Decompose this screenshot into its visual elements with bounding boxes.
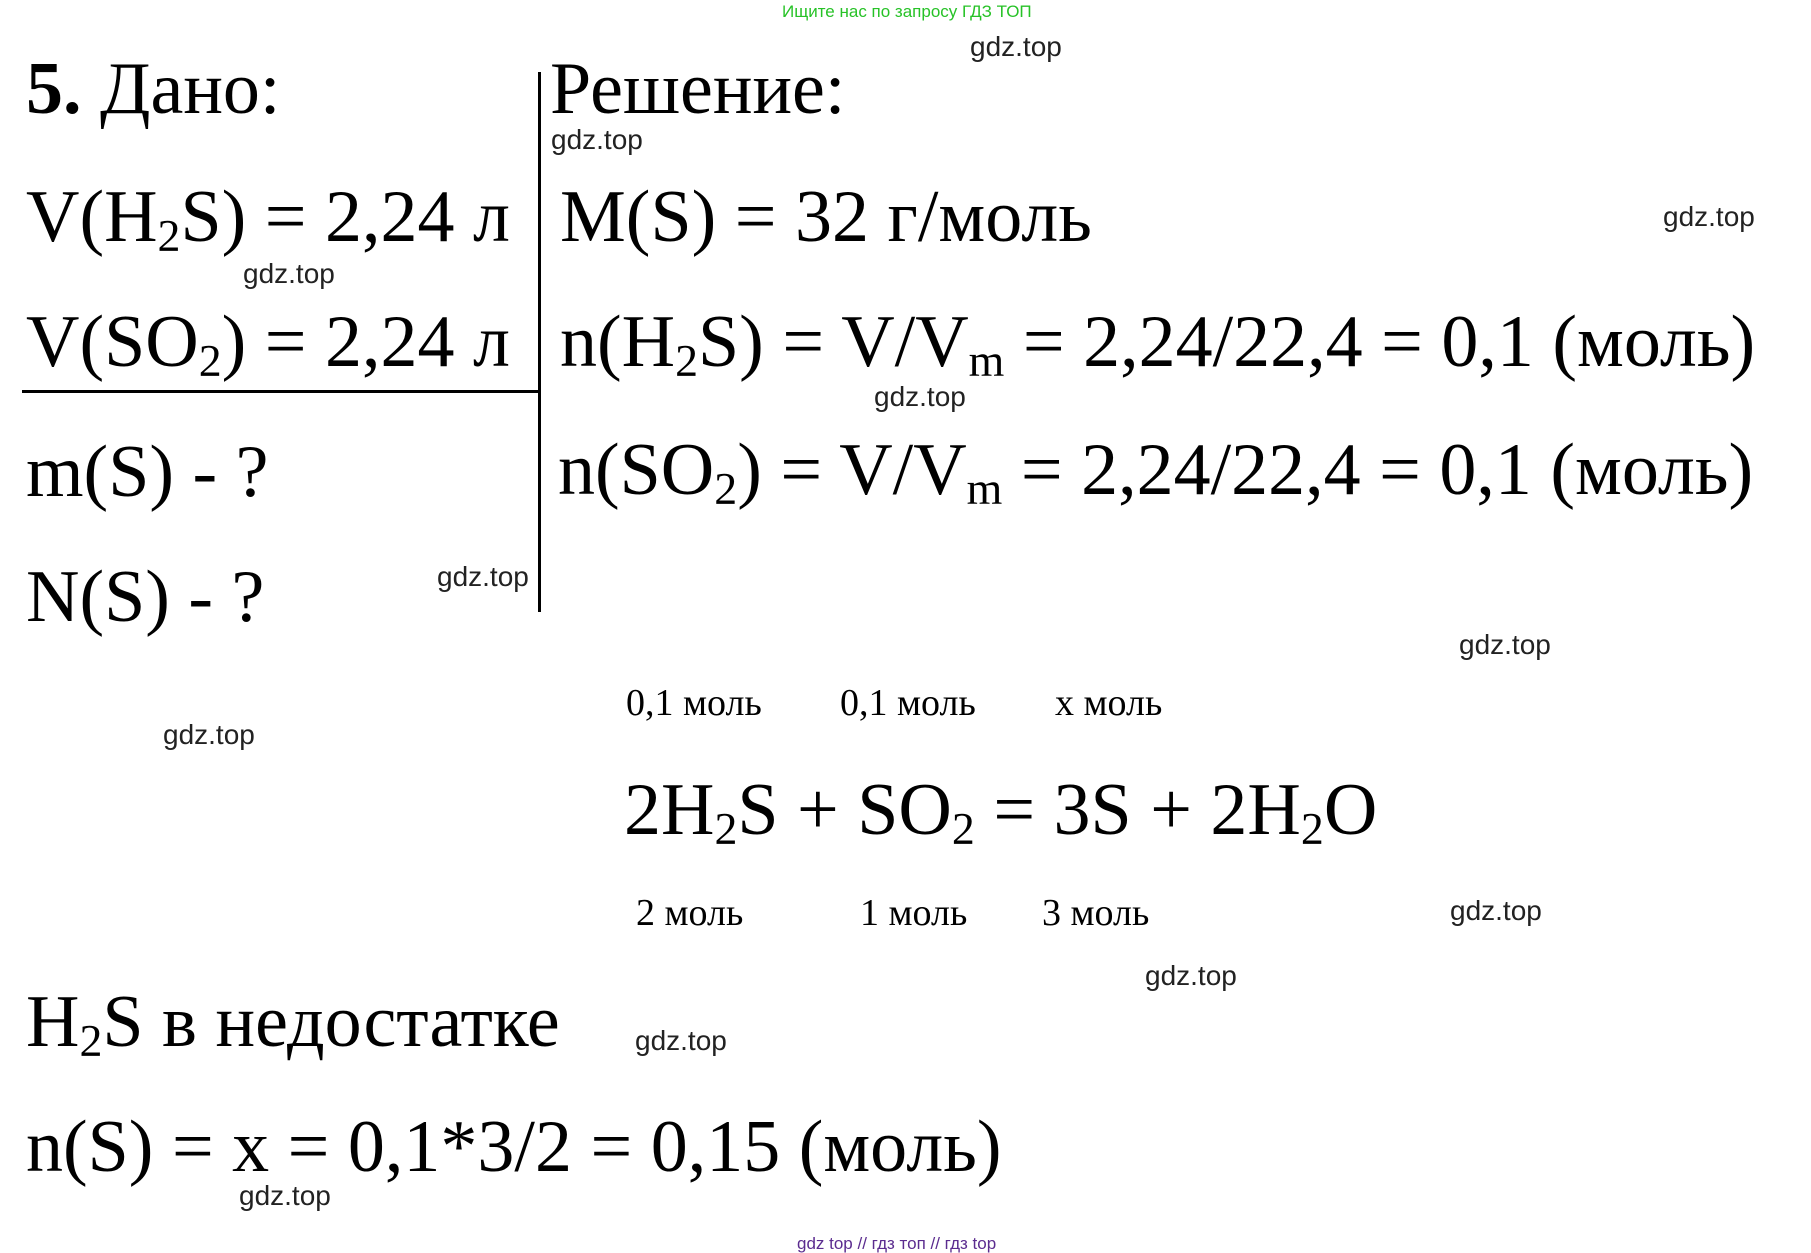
footer-links: gdz top // гдз топ // гдз top (797, 1234, 997, 1253)
text-part: n(H (560, 301, 676, 383)
watermark: gdz.top (243, 258, 335, 289)
watermark: gdz.top (1145, 960, 1237, 991)
subscript: 2 (1300, 803, 1324, 855)
find-mass: m(S) - ? (26, 431, 269, 513)
watermark: gdz.top (874, 381, 966, 412)
subscript: 2 (198, 335, 222, 387)
moles-above-3: x моль (1055, 682, 1163, 724)
moles-below-3: 3 моль (1042, 892, 1150, 934)
subscript: 2 (79, 1015, 103, 1067)
given-v-h2s (26, 176, 510, 262)
watermark: gdz.top (239, 1180, 331, 1211)
moles-above-1: 0,1 моль (626, 682, 762, 724)
watermark: gdz.top (635, 1025, 727, 1056)
watermark: gdz.top (163, 719, 255, 750)
subscript: 2 (951, 803, 975, 855)
molar-mass-line: M(S) = 32 г/моль (560, 176, 1092, 258)
text-part: S + SO (737, 769, 952, 851)
text-part: = 3S + 2H (974, 769, 1301, 851)
subscript: 2 (714, 803, 738, 855)
problem-number: 5. (26, 48, 82, 130)
watermark: gdz.top (1450, 895, 1542, 926)
deficit-statement (26, 981, 560, 1067)
moles-below-1: 2 моль (636, 892, 744, 934)
solution-title: Решение: (550, 48, 846, 130)
text-part: V(H (26, 176, 158, 258)
text-part: n(SO (558, 429, 715, 511)
text-part: 2H (624, 769, 715, 851)
subscript: 2 (157, 210, 181, 262)
subscript: 2 (714, 463, 738, 515)
watermark: gdz.top (1663, 201, 1755, 232)
moles-below-2: 1 моль (860, 892, 968, 934)
text-part: S в недостатке (102, 981, 560, 1063)
given-separator-line (22, 390, 540, 393)
find-number: N(S) - ? (26, 556, 265, 638)
text-part: = 2,24/22,4 = 0,1 (моль) (1002, 429, 1754, 511)
text-part: ) = V/V (737, 429, 967, 511)
text-part: = 2,24/22,4 = 0,1 (моль) (1004, 301, 1756, 383)
given-solution-divider (538, 72, 541, 612)
text-part: S) = 2,24 л (180, 176, 510, 258)
subscript: m (966, 463, 1003, 515)
watermark: gdz.top (970, 31, 1062, 62)
given-title: Дано: (100, 48, 281, 130)
text-part: S) = V/V (698, 301, 969, 383)
watermark: gdz.top (1459, 629, 1551, 660)
problem-heading (26, 48, 281, 130)
subscript: 2 (675, 335, 699, 387)
n-so2-line (558, 429, 1754, 515)
text-part: H (26, 981, 80, 1063)
subscript: m (968, 335, 1005, 387)
moles-above-2: 0,1 моль (840, 682, 976, 724)
watermark: gdz.top (437, 561, 529, 592)
watermark: gdz.top (551, 124, 643, 155)
n-sulfur-result: n(S) = x = 0,1*3/2 = 0,15 (моль) (26, 1106, 1002, 1188)
top-banner: Ищите нас по запросу ГДЗ ТОП (782, 2, 1032, 21)
given-v-so2 (26, 301, 510, 387)
n-h2s-line (560, 301, 1756, 387)
text-part: O (1323, 769, 1378, 851)
reaction-equation (624, 769, 1378, 855)
text-part: ) = 2,24 л (221, 301, 510, 383)
text-part: V(SO (26, 301, 199, 383)
